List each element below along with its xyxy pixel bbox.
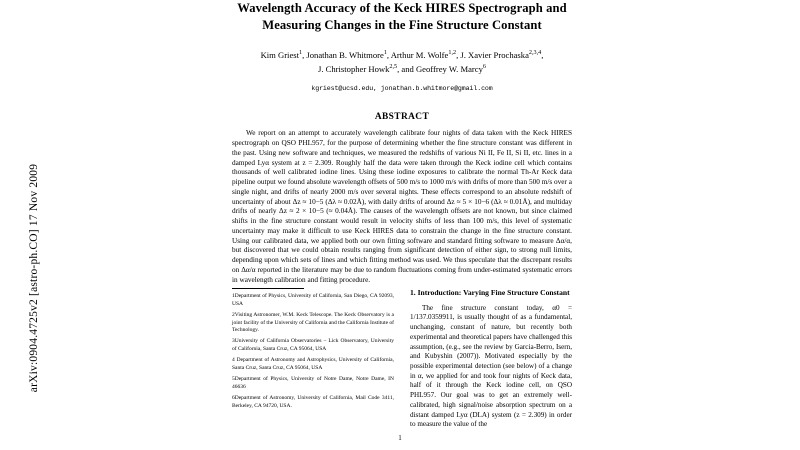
footnote-item: 5Department of Physics, University of Notre Dame, Notre Dame, IN 46636 [232,375,394,390]
footnote-item: 3University of California Observatories – Lick Observatory, University of California, Santa Cruz, CA 95064, USA [232,338,394,353]
abstract-text [232,129,572,285]
abstract-heading: ABSTRACT [374,112,430,123]
footnote-item: 4 Department of Astronomy and Astrophysics, University of California, Santa Cruz, Santa Cruz, CA 95064, USA [232,357,394,371]
arxiv-identifier-stamp: arXiv:0904.4725v2 [astro-ph.CO] 17 Nov 2009 [28,163,40,393]
contact-email: kgriest@ucsd.edu, jonathan.b.whitmore@gmail.com [311,85,493,93]
footnote-item: 6Department of Astronomy, University of California, Mail Code 3411, Berkeley, CA 94720, USA. [232,394,394,409]
paper-header-block [232,0,572,285]
section-heading: 1. Introduction: Varying Fine Structure Constant [410,288,570,297]
footnote-rule [232,288,304,289]
author-list [232,48,572,76]
footnote-item: 1Department of Physics, University of California, San Diego, CA 92093, USA [232,293,394,307]
intro-paragraph [410,304,572,430]
footnotes-column [232,288,394,431]
section-body [410,304,572,430]
page-number: 1 [398,434,402,442]
two-column-region [232,288,572,431]
footnote-list [232,293,394,410]
author-line-1: Kim Griest$^1$, Jonathan B. Whitmore$^1$, Arthur M. Wolfe$^{1,2}$, J. Xavier Prochaska$^{2,3,4}$, [260,49,544,60]
intro-paragraph-text: The fine structure constant today, α0 = 1/137.0359911, is usually thought of as a fundamental, unchanging, constant of nature, but recently both experimental and theoretical papers have challenged this assumption, (e.g., see the review by Garcia-Berro, Isern, and Kubyshin (2007)). Motivated especially by the possible experimental detection (see below) of a change in α, we applied for and took four nights of Keck data, half of it through the Keck iodine cell, on QSO PHL957. Our goal was to get an extremely well-calibrated, high signal/noise absorption spectrum on a distant damped Lyα (DLA) system (z = 2.309) in order to measure the value of the [410,303,572,429]
author-line-2: J. Christopher Howk$^{2,5}$, and Geoffrey W. Marcy$^6$ [318,63,486,75]
abstract-paragraph: We report on an attempt to accurately wavelength calibrate four nights of data taken with the Keck HIRES spectrograph on QSO PHL957, for the purpose of determining whether the fine structure constant was different in the past. Using new software and techniques, we measured the redshifts of various Ni II, Fe II, Si II, etc. lines in a damped Lyα system at z = 2.309. Roughly half the data were taken through the Keck iodine cell which contains thousands of well calibrated iodine lines. Using these iodine exposures to calibrate the normal Th-Ar Keck data pipeline output we found absolute wavelength offsets of 500 m/s to 1000 m/s with drifts of more than 500 m/s over a single night, and drifts of nearly 2000 m/s over several nights. These effects correspond to an absolute redshift of uncertainty of about Δz ≈ 10−5 (Δλ ≈ 0.02Å), with daily drifts of around Δz ≈ 5 × 10−6 (Δλ ≈ 0.01Å), and multiday drifts of nearly Δz ≈ 2 × 10−5 (≈ 0.04Å). The causes of the wavelength offsets are not known, but since claimed shifts in the fine structure constant would result in velocity shifts of less than 100 m/s, this level of systematic uncertainty may make it difficult to use Keck HIRES data to constrain the change in the fine structure constant. Using our calibrated data, we applied both our own fitting software and standard fitting software to measure Δα/α, but discovered that we could obtain results ranging from significant detection of either sign, to strong null limits, depending upon which sets of lines and which fitting method was used. We thus speculate that the discrepant results on Δα/α reported in the literature may be due to random fluctuations coming from under-estimated systematic errors in wavelength calibration and fitting procedure. [232,129,572,284]
footnote-item: 2Visiting Astronomer, W.M. Keck Telescope. The Keck Observatory is a joint facility of the University of California and the California Institute of Technology. [232,311,394,334]
page-title: Wavelength Accuracy of the Keck HIRES Spectrograph and Measuring Changes in the Fine Structure Constant [237,1,567,32]
introduction-column [410,288,572,431]
